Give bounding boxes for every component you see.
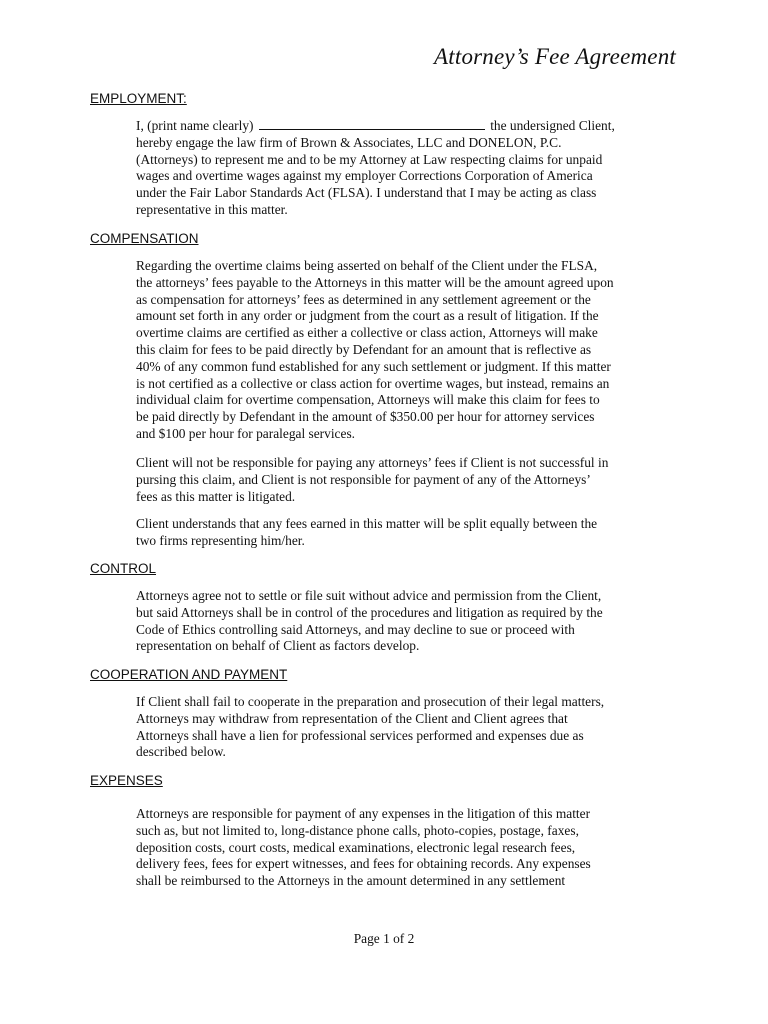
heading-employment: EMPLOYMENT: [90,91,187,106]
compensation-paragraph-1 [136,258,684,443]
compensation-p1-line-10: be paid directly by Defendant in the amount of $350.00 per hour for attorney services [136,409,595,425]
compensation-p1-line-3: as compensation for attorneys’ fees as determined in any settlement agreement or the [136,291,591,307]
employment-paragraph [136,117,684,219]
control-line-3: Code of Ethics controlling said Attorneys, and may decline to sue or proceed with [136,621,575,637]
cooperation-line-4: described below. [136,744,226,760]
compensation-p1-line-5: overtime claims are certified as either a collective or class action, Attorneys will make [136,325,598,341]
compensation-paragraph-2 [136,455,684,505]
expenses-line-2: such as, but not limited to, long-distance phone calls, photo-copies, postage, faxes, [136,822,579,838]
compensation-p1-line-7: 40% of any common fund established for any such settlement or judgment. If this matter [136,358,611,374]
compensation-p1-line-8: is not certified as a collective or class action for overtime wages, but instead, remains an [136,375,610,391]
heading-expenses: EXPENSES [90,773,163,788]
expenses-line-5: shall be reimbursed to the Attorneys in the amount determined in any settlement [136,873,566,889]
control-line-1: Attorneys agree not to settle or file suit without advice and permission from the Client, [136,588,602,603]
client-label: the undersigned Client, [490,118,615,133]
cooperation-line-1: If Client shall fail to cooperate in the preparation and prosecution of their legal matters, [136,694,605,709]
compensation-p3-line-1: Client understands that any fees earned in this matter will be split equally between the [136,516,598,531]
control-paragraph [136,588,684,655]
expenses-line-1: Attorneys are responsible for payment of any expenses in the litigation of this matter [136,806,591,821]
employment-line-6: representative in this matter. [136,201,288,217]
client-name-blank [259,117,485,130]
employment-line-2: hereby engage the law firm of Brown & Associates, LLC and DONELON, P.C. [136,134,562,150]
compensation-p1-line-9: individual claim for overtime compensation, Attorneys will make this claim for fees to [136,392,600,408]
expenses-line-3: deposition costs, court costs, medical examinations, electronic legal research fees, [136,839,576,855]
expenses-paragraph [136,806,684,890]
page-number: Page 1 of 2 [353,931,415,946]
employment-line-4: wages and overtime wages against my employer Corrections Corporation of America [136,168,593,184]
heading-control: CONTROL [90,561,157,576]
document-title: Attorney’s Fee Agreement [434,44,676,69]
compensation-p3-line-2: two firms representing him/her. [136,532,305,548]
compensation-paragraph-3 [136,516,684,550]
heading-compensation: COMPENSATION [90,231,199,246]
name-prompt-label: I, (print name clearly) [136,118,254,133]
compensation-p1-line-2: the attorneys’ fees payable to the Attorneys in this matter will be the amount agreed upon [136,274,614,290]
compensation-p1-line-11: and $100 per hour for paralegal services. [136,425,355,441]
cooperation-line-3: Attorneys shall have a lien for professional services performed and expenses due as [136,727,584,743]
cooperation-line-2: Attorneys may withdraw from representation of the Client and Client agrees that [136,710,568,726]
employment-line-5: under the Fair Labor Standards Act (FLSA). I understand that I may be acting as class [136,185,597,201]
compensation-p2-line-3: fees as this matter is litigated. [136,488,296,504]
expenses-line-4: delivery fees, fees for expert witnesses, and fees for obtaining records. Any expenses [136,856,591,872]
employment-line-1 [136,117,684,135]
control-line-2: but said Attorneys shall be in control of the procedures and litigation as required by the [136,604,603,620]
compensation-p2-line-2: pursing this claim, and Client is not responsible for payment of any of the Attorneys’ [136,471,591,487]
compensation-p2-line-1: Client will not be responsible for paying any attorneys’ fees if Client is not successful in [136,455,609,470]
compensation-p1-line-6: this claim for fees to be paid directly by Defendant for an amount that is reflective as [136,341,592,357]
compensation-p1-line-4: amount set forth in any order or judgment from the court as a result of litigation. If the [136,308,599,324]
employment-line-3: (Attorneys) to represent me and to be my Attorney at Law respecting claims for unpaid [136,151,603,167]
compensation-p1-line-1: Regarding the overtime claims being asserted on behalf of the Client under the FLSA, [136,258,598,273]
cooperation-paragraph [136,694,684,761]
heading-cooperation-and-payment: COOPERATION AND PAYMENT [90,667,288,682]
control-line-4: representation on behalf of Client as factors develop. [136,638,420,654]
